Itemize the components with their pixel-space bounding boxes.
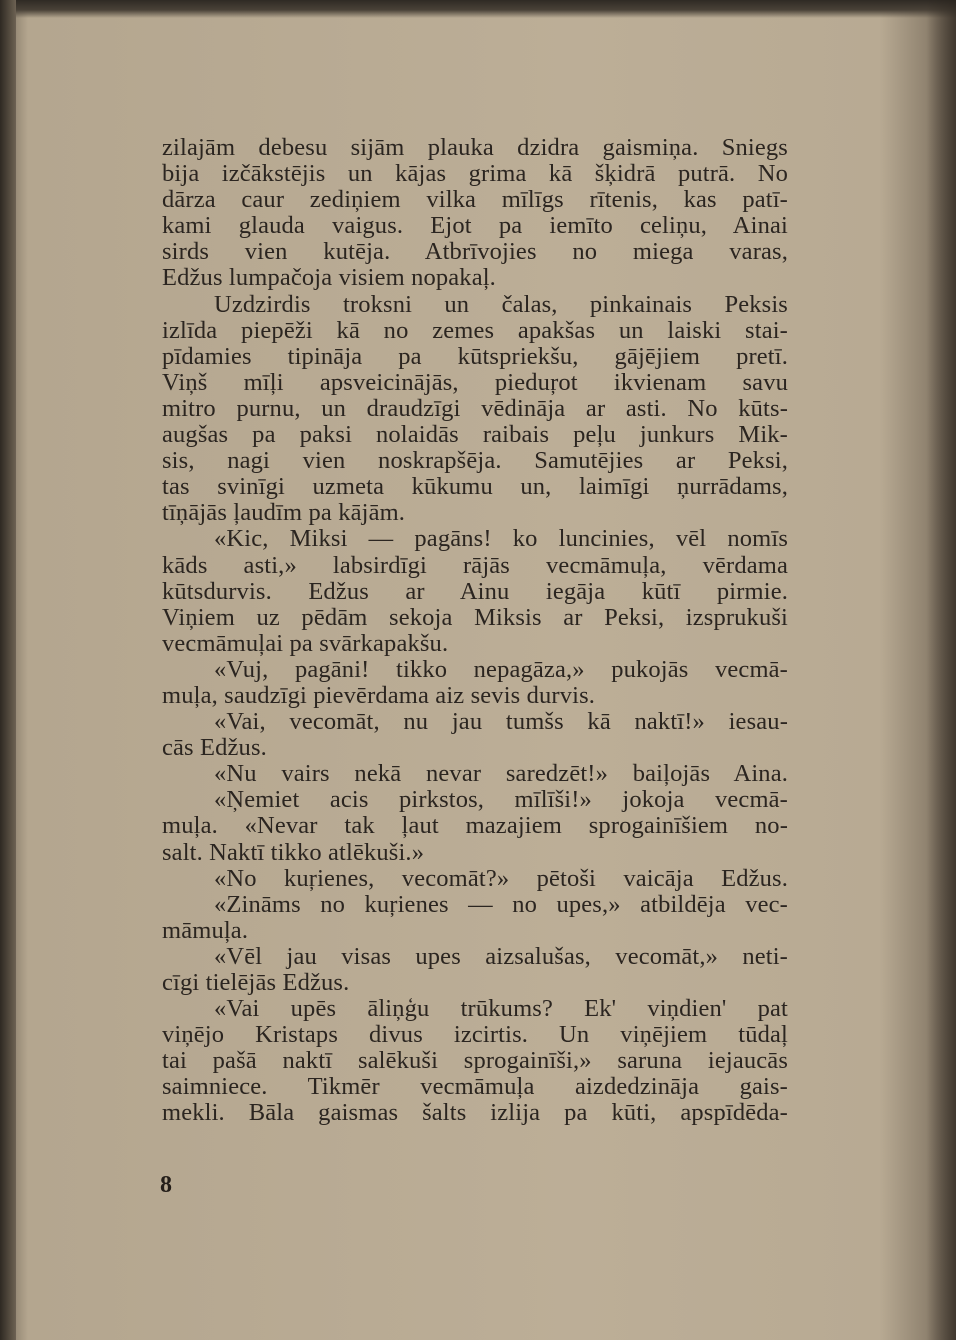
text-line: tas svinīgi uzmeta kūkumu un, laimīgi ņurrādams,	[162, 473, 788, 501]
text-line: «Vai upēs āliņģu trūkums? Ek' viņdien' pat	[214, 995, 788, 1023]
text-line: mitro purnu, un draudzīgi vēdināja ar asti. No kūts-	[162, 394, 788, 422]
text-line: cīgi tielējās Edžus.	[162, 969, 350, 996]
text-line: muļa, saudzīgi pievērdama aiz sevis durvis.	[162, 681, 596, 709]
text-line: sis, nagi vien noskrapšēja. Samutējies ar Peksi,	[162, 447, 788, 475]
text-line: «Vuj, pagāni! tikko nepagāza,» pukojās vecmā-	[214, 655, 788, 683]
text-line: izlīda piepēži kā no zemes apakšas un laiski stai-	[162, 316, 788, 344]
book-binding-edge	[0, 0, 16, 1340]
page-number: 8	[160, 1172, 172, 1198]
text-line: augšas pa paksi nolaidās raibais peļu junkurs Mik-	[162, 421, 788, 449]
text-line: bija izčākstējis un kājas grima kā šķidrā putrā. No	[162, 160, 788, 188]
text-line: cās Edžus.	[162, 734, 267, 762]
text-line: tai pašā naktī salēkuši sprogainīši,» saruna iejaucās	[162, 1047, 788, 1075]
text-line: viņējo Kristaps divus izcirtis. Un viņējiem tūdaļ	[162, 1021, 788, 1049]
body-text	[162, 135, 788, 1127]
text-line: zilajām debesu sijām plauka dzidra gaismiņa. Sniegs	[162, 134, 788, 161]
text-line: saimniece. Tikmēr vecmāmuļa aizdedzināja gais-	[162, 1073, 788, 1101]
text-line: «Vēl jau visas upes aizsalušas, vecomāt,» neti-	[214, 942, 788, 970]
text-line: māmuļa.	[162, 916, 249, 944]
text-line: Uzdzirdis troksni un čalas, pinkainais Peksis	[214, 290, 788, 318]
text-line: salt. Naktī tikko atlēkuši.»	[162, 838, 425, 866]
text-line: «Vai, vecomāt, nu jau tumšs kā naktī!» iesau-	[214, 708, 788, 736]
text-line: Edžus lumpačoja visiem nopakaļ.	[162, 264, 496, 292]
text-line: kūtsdurvis. Edžus ar Ainu iegāja kūtī pirmie.	[162, 577, 788, 605]
text-line: Viņš mīļi apsveicinājās, pieduŗot ikvienam savu	[162, 368, 788, 396]
page-right-shadow	[926, 0, 956, 1340]
text-line: vecmāmuļai pa svārkapakšu.	[162, 629, 449, 657]
page-top-edge	[0, 0, 956, 18]
text-line: Viņiem uz pēdām sekoja Miksis ar Peksi, izsprukuši	[162, 603, 788, 631]
text-line: kami glauda vaigus. Ejot pa iemīto celiņu, Ainai	[162, 212, 788, 240]
text-line: muļa. «Nevar tak ļaut mazajiem sprogainīšiem no-	[162, 812, 788, 840]
text-line: «Kic, Miksi — pagāns! ko luncinies, vēl nomīs	[214, 525, 788, 553]
text-line: pīdamies tipināja pa kūtspriekšu, gājējiem pretī.	[162, 342, 788, 370]
text-line: kāds asti,» labsirdīgi rājās vecmāmuļa, vērdama	[162, 551, 788, 579]
text-line: «Zināms no kuŗienes — no upes,» atbildēja vec-	[214, 890, 788, 918]
text-line: «Ņemiet acis pirkstos, mīlīši!» jokoja vecmā-	[214, 786, 788, 814]
text-line: mekli. Bāla gaismas šalts izlija pa kūti, apspīdēda-	[162, 1099, 788, 1127]
text-line: «No kuŗienes, vecomāt?» pētoši vaicāja Edžus.	[214, 864, 788, 892]
text-line: sirds vien kutēja. Atbrīvojies no miega varas,	[162, 238, 788, 266]
text-line: tīņājās ļaudīm pa kājām.	[162, 499, 406, 527]
text-line: «Nu vairs nekā nevar saredzēt!» baiļojās Aina.	[214, 760, 788, 788]
text-line: dārza caur zediņiem vilka mīlīgs rītenis, kas patī-	[162, 186, 788, 214]
